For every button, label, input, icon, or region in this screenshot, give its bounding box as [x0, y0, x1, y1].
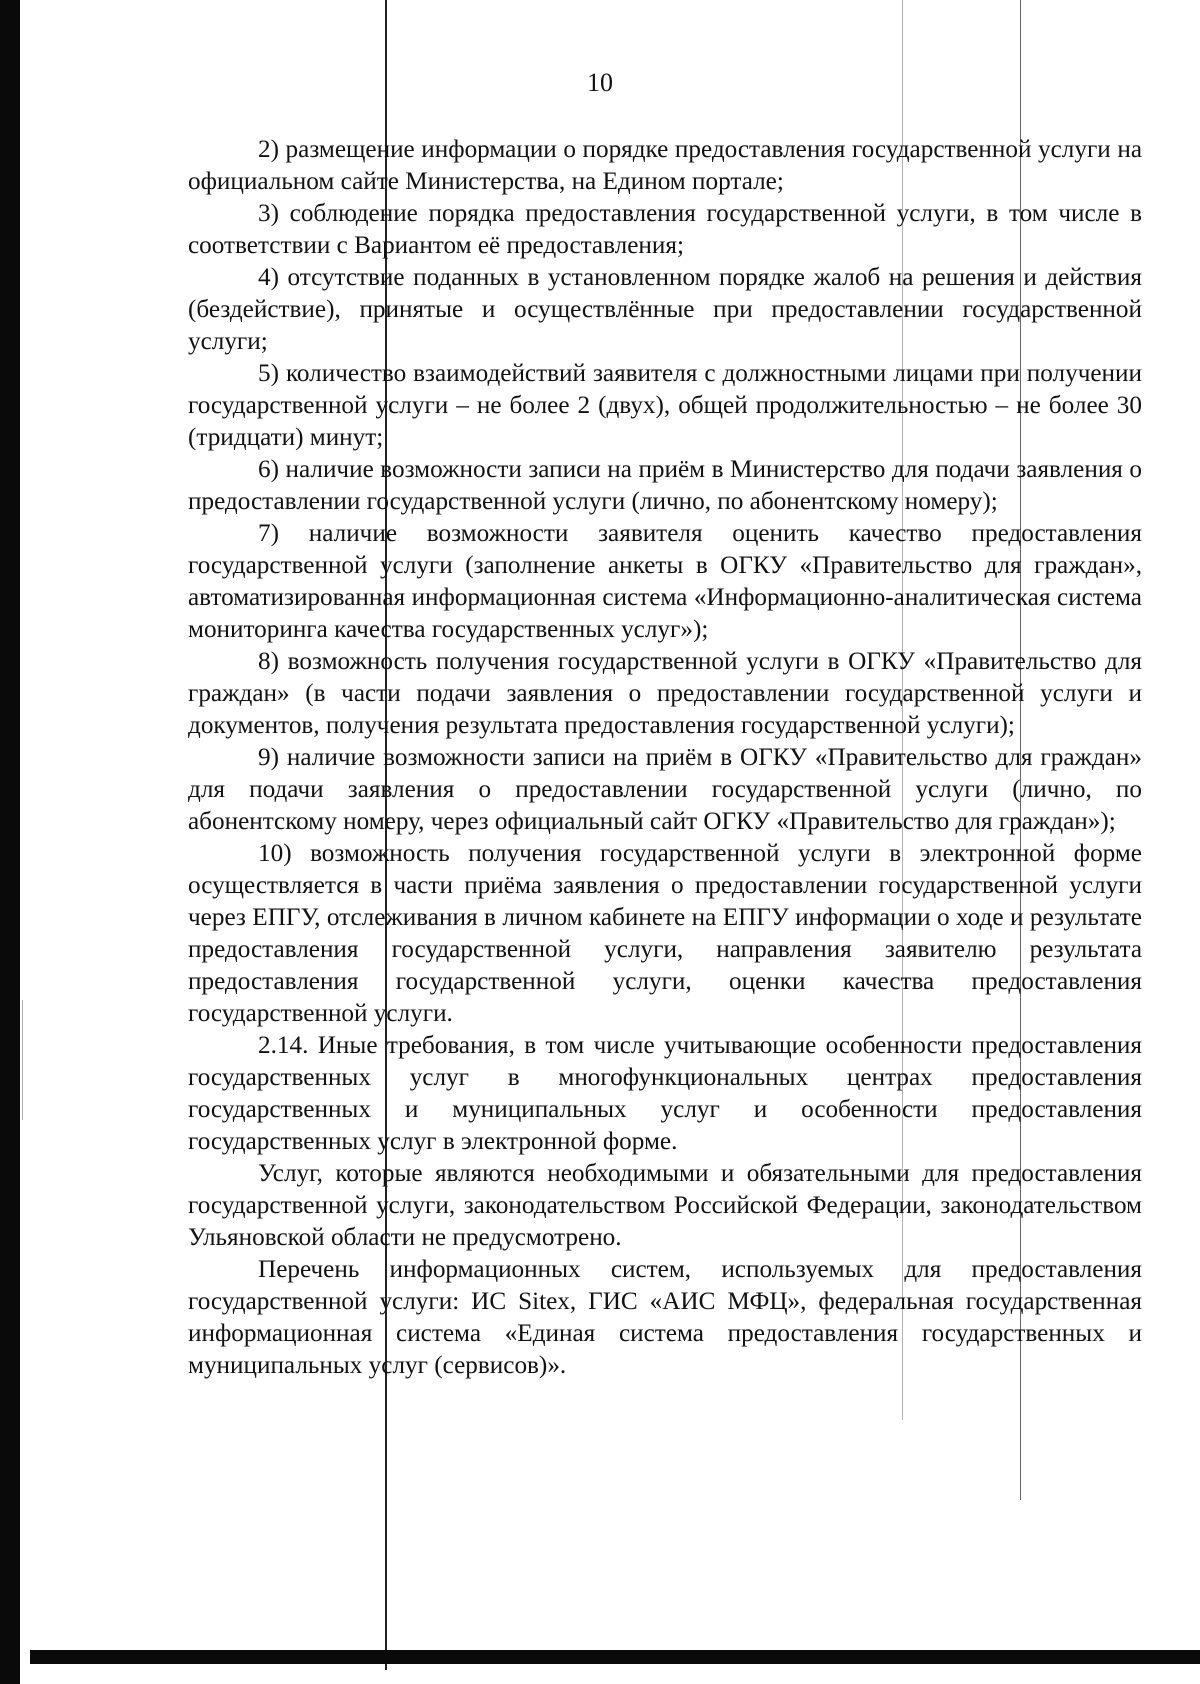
document-body	[188, 134, 1142, 1382]
paragraph: 5) количество взаимодействий заявителя с должностными лицами при получении государственной услуги – не более 2 (двух), общей продолжительностью – не более 30 (тридцати) минут;	[188, 360, 1142, 451]
paragraph: 4) отсутствие поданных в установленном порядке жалоб на решения и действия (бездействие), принятые и осуществлённые при предоставлении государственной услуги;	[188, 264, 1142, 355]
scan-edge-left	[0, 0, 20, 1684]
paragraph: 9) наличие возможности записи на приём в ОГКУ «Правительство для граждан» для подачи заявления о предоставлении государственной услуги (лично, по абонентскому номеру, через официальный сайт ОГКУ «Правительство для граждан»);	[188, 744, 1142, 835]
paragraph: 6) наличие возможности записи на приём в Министерство для подачи заявления о предоставлении государственной услуги (лично, по абонентскому номеру);	[188, 456, 1142, 515]
paragraph: 3) соблюдение порядка предоставления государственной услуги, в том числе в соответствии с Вариантом её предоставления;	[188, 200, 1142, 259]
paragraph: Услуг, которые являются необходимыми и обязательными для предоставления государственной услуги, законодательством Российской Федерации, законодательством Ульяновской области не предусмотрено.	[188, 1160, 1142, 1251]
paragraph: 8) возможность получения государственной услуги в ОГКУ «Правительство для граждан» (в части подачи заявления о предоставлении государственной услуги и документов, получения результата предоставления государственной услуги);	[188, 648, 1142, 739]
scan-line	[22, 1000, 23, 1120]
paragraph: Перечень информационных систем, используемых для предоставления государственной услуги: ИС Sitex, ГИС «АИС МФЦ», федеральная государственная информационная система «Единая система предоставления государственных и муниципальных услуг (сервисов)».	[188, 1256, 1142, 1379]
page-number: 10	[587, 68, 613, 97]
paragraph: 2.14. Иные требования, в том числе учитывающие особенности предоставления государственных услуг в многофункциональных центрах предоставления государственных и муниципальных услуг и особенности предоставления государственных услуг в электронной форме.	[188, 1032, 1142, 1155]
paragraph: 10) возможность получения государственной услуги в электронной форме осуществляется в части приёма заявления о предоставлении государственной услуги через ЕПГУ, отслеживания в личном кабинете на ЕПГУ информации о ходе и результате предоставления государственной услуги, направления заявителю результата предоставления государственной услуги, оценки качества предоставления государственной услуги.	[188, 840, 1142, 1027]
scan-edge-bottom	[30, 1650, 1200, 1664]
paragraph: 7) наличие возможности заявителя оценить качество предоставления государственной услуги (заполнение анкеты в ОГКУ «Правительство для граждан», автоматизированная информационная система «Информационно-аналитическая система мониторинга качества государственных услуг»);	[188, 520, 1142, 643]
paragraph: 2) размещение информации о порядке предоставления государственной услуги на официальном сайте Министерства, на Едином портале;	[188, 136, 1142, 195]
